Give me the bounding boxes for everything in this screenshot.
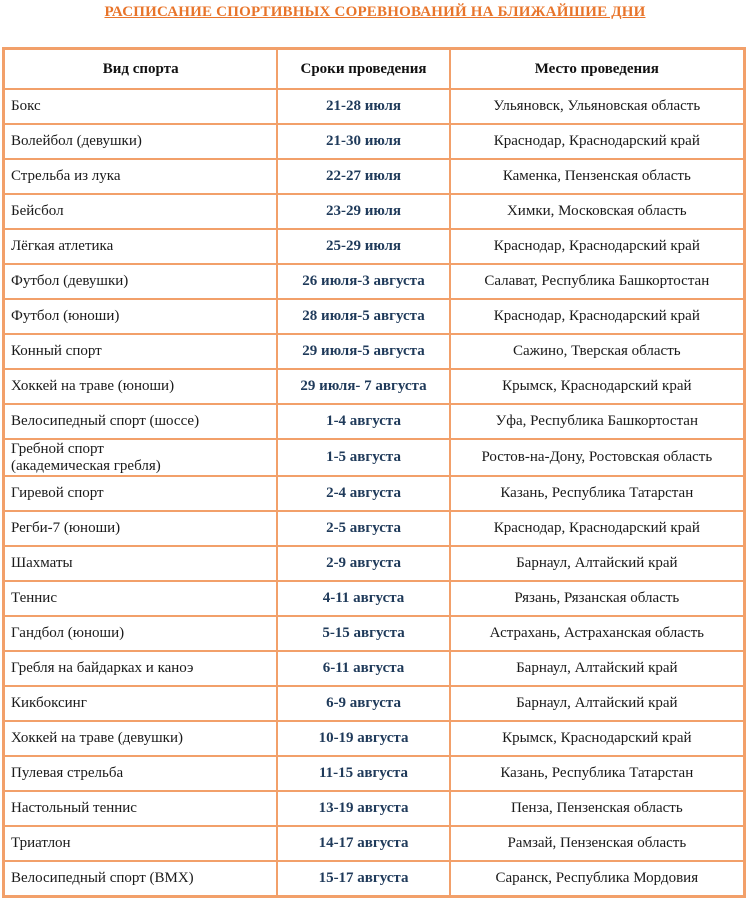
- cell-sport: [4, 651, 277, 686]
- cell-dates: 1-5 августа: [277, 439, 449, 476]
- cell-place: Сажино, Тверская область: [450, 334, 744, 369]
- sport-name: Футбол (девушки): [11, 273, 129, 289]
- table-body: [4, 89, 744, 896]
- cell-dates: 23-29 июля: [277, 194, 449, 229]
- cell-place: Барнаул, Алтайский край: [450, 686, 744, 721]
- cell-place: Барнаул, Алтайский край: [450, 651, 744, 686]
- table-row: [4, 439, 744, 476]
- table-row: [4, 159, 744, 194]
- sport-name: Хоккей на траве (юноши): [11, 378, 175, 394]
- sport-name-line2: (академическая гребля): [11, 457, 161, 474]
- table-row: [4, 581, 744, 616]
- cell-dates: 15-17 августа: [277, 861, 449, 896]
- header-dates: Сроки проведения: [277, 49, 449, 89]
- cell-dates: 22-27 июля: [277, 159, 449, 194]
- cell-dates: 2-9 августа: [277, 546, 449, 581]
- cell-dates: 25-29 июля: [277, 229, 449, 264]
- cell-dates: 21-30 июля: [277, 124, 449, 159]
- cell-place: Казань, Республика Татарстан: [450, 756, 744, 791]
- cell-place: Каменка, Пензенская область: [450, 159, 744, 194]
- sport-name: Велосипедный спорт (BMX): [11, 870, 194, 886]
- table-row: [4, 546, 744, 581]
- cell-sport: [4, 89, 277, 124]
- cell-place: Ульяновск, Ульяновская область: [450, 89, 744, 124]
- cell-sport: [4, 334, 277, 369]
- sport-name: Волейбол (девушки): [11, 133, 142, 149]
- table-row: [4, 229, 744, 264]
- cell-sport: [4, 756, 277, 791]
- cell-dates: 2-5 августа: [277, 511, 449, 546]
- cell-sport: [4, 369, 277, 404]
- cell-place: Краснодар, Краснодарский край: [450, 299, 744, 334]
- sport-name: Гребной спорт: [11, 440, 104, 457]
- cell-place: Барнаул, Алтайский край: [450, 546, 744, 581]
- cell-dates: 29 июля- 7 августа: [277, 369, 449, 404]
- sport-name: Кикбоксинг: [11, 695, 87, 711]
- table-row: [4, 511, 744, 546]
- sport-name: Бокс: [11, 98, 41, 114]
- cell-sport: [4, 299, 277, 334]
- cell-dates: 5-15 августа: [277, 616, 449, 651]
- cell-sport: [4, 511, 277, 546]
- table-row: [4, 194, 744, 229]
- cell-sport: [4, 476, 277, 511]
- table-row: [4, 264, 744, 299]
- table-row: [4, 476, 744, 511]
- cell-sport: [4, 861, 277, 896]
- table-row: [4, 299, 744, 334]
- sport-name: Пулевая стрельба: [11, 765, 124, 781]
- sport-name: Конный спорт: [11, 343, 102, 359]
- sport-name: Бейсбол: [11, 203, 64, 219]
- cell-place: Краснодар, Краснодарский край: [450, 229, 744, 264]
- table-row: [4, 124, 744, 159]
- cell-place: Уфа, Республика Башкортостан: [450, 404, 744, 439]
- cell-place: Рамзай, Пензенская область: [450, 826, 744, 861]
- cell-place: Саранск, Республика Мордовия: [450, 861, 744, 896]
- cell-sport: [4, 616, 277, 651]
- cell-dates: 28 июля-5 августа: [277, 299, 449, 334]
- cell-dates: 14-17 августа: [277, 826, 449, 861]
- table-row: [4, 861, 744, 896]
- cell-place: Рязань, Рязанская область: [450, 581, 744, 616]
- table-row: [4, 334, 744, 369]
- cell-place: Астрахань, Астраханская область: [450, 616, 744, 651]
- cell-place: Ростов-на-Дону, Ростовская область: [450, 439, 744, 476]
- sport-name: Триатлон: [11, 835, 71, 851]
- header-place: Место проведения: [450, 49, 744, 89]
- cell-place: Крымск, Краснодарский край: [450, 721, 744, 756]
- table-row: [4, 791, 744, 826]
- cell-sport: [4, 439, 277, 476]
- cell-sport: [4, 404, 277, 439]
- cell-dates: 13-19 августа: [277, 791, 449, 826]
- cell-sport: [4, 546, 277, 581]
- cell-sport: [4, 791, 277, 826]
- cell-sport: [4, 194, 277, 229]
- cell-dates: 2-4 августа: [277, 476, 449, 511]
- table-row: [4, 89, 744, 124]
- sport-name: Хоккей на траве (девушки): [11, 730, 183, 746]
- cell-place: Химки, Московская область: [450, 194, 744, 229]
- cell-sport: [4, 264, 277, 299]
- table-row: [4, 651, 744, 686]
- sport-name: Гандбол (юноши): [11, 625, 125, 641]
- cell-dates: 1-4 августа: [277, 404, 449, 439]
- table-row: [4, 369, 744, 404]
- cell-dates: 21-28 июля: [277, 89, 449, 124]
- cell-dates: 29 июля-5 августа: [277, 334, 449, 369]
- cell-place: Краснодар, Краснодарский край: [450, 124, 744, 159]
- cell-dates: 26 июля-3 августа: [277, 264, 449, 299]
- cell-place: Салават, Республика Башкортостан: [450, 264, 744, 299]
- sport-name: Теннис: [11, 590, 57, 606]
- cell-dates: 11-15 августа: [277, 756, 449, 791]
- schedule-table: [2, 47, 746, 898]
- table-header-row: [4, 49, 744, 89]
- table-row: [4, 756, 744, 791]
- table-row: [4, 404, 744, 439]
- sport-name: Лёгкая атлетика: [11, 238, 114, 254]
- cell-sport: [4, 686, 277, 721]
- cell-dates: 6-11 августа: [277, 651, 449, 686]
- table-row: [4, 616, 744, 651]
- sport-name: Гребля на байдарках и каноэ: [11, 660, 194, 676]
- page-title: РАСПИСАНИЕ СПОРТИВНЫХ СОРЕВНОВАНИЙ НА БЛИЖАЙШИЕ ДНИ: [104, 4, 646, 20]
- cell-sport: [4, 826, 277, 861]
- cell-sport: [4, 721, 277, 756]
- table-row: [4, 721, 744, 756]
- header-sport: Вид спорта: [4, 49, 277, 89]
- cell-place: Крымск, Краснодарский край: [450, 369, 744, 404]
- cell-dates: 6-9 августа: [277, 686, 449, 721]
- sport-name: Настольный теннис: [11, 800, 137, 816]
- sport-name: Гиревой спорт: [11, 485, 104, 501]
- table-row: [4, 826, 744, 861]
- sport-name: Стрельба из лука: [11, 168, 121, 184]
- cell-place: Пенза, Пензенская область: [450, 791, 744, 826]
- cell-place: Краснодар, Краснодарский край: [450, 511, 744, 546]
- cell-place: Казань, Республика Татарстан: [450, 476, 744, 511]
- sport-name: Велосипедный спорт (шоссе): [11, 413, 200, 429]
- sport-name: Регби-7 (юноши): [11, 520, 121, 536]
- sport-name: Футбол (юноши): [11, 308, 120, 324]
- cell-dates: 4-11 августа: [277, 581, 449, 616]
- table-row: [4, 686, 744, 721]
- cell-sport: [4, 159, 277, 194]
- sport-name: Шахматы: [11, 555, 73, 571]
- cell-sport: [4, 581, 277, 616]
- cell-dates: 10-19 августа: [277, 721, 449, 756]
- cell-sport: [4, 124, 277, 159]
- cell-sport: [4, 229, 277, 264]
